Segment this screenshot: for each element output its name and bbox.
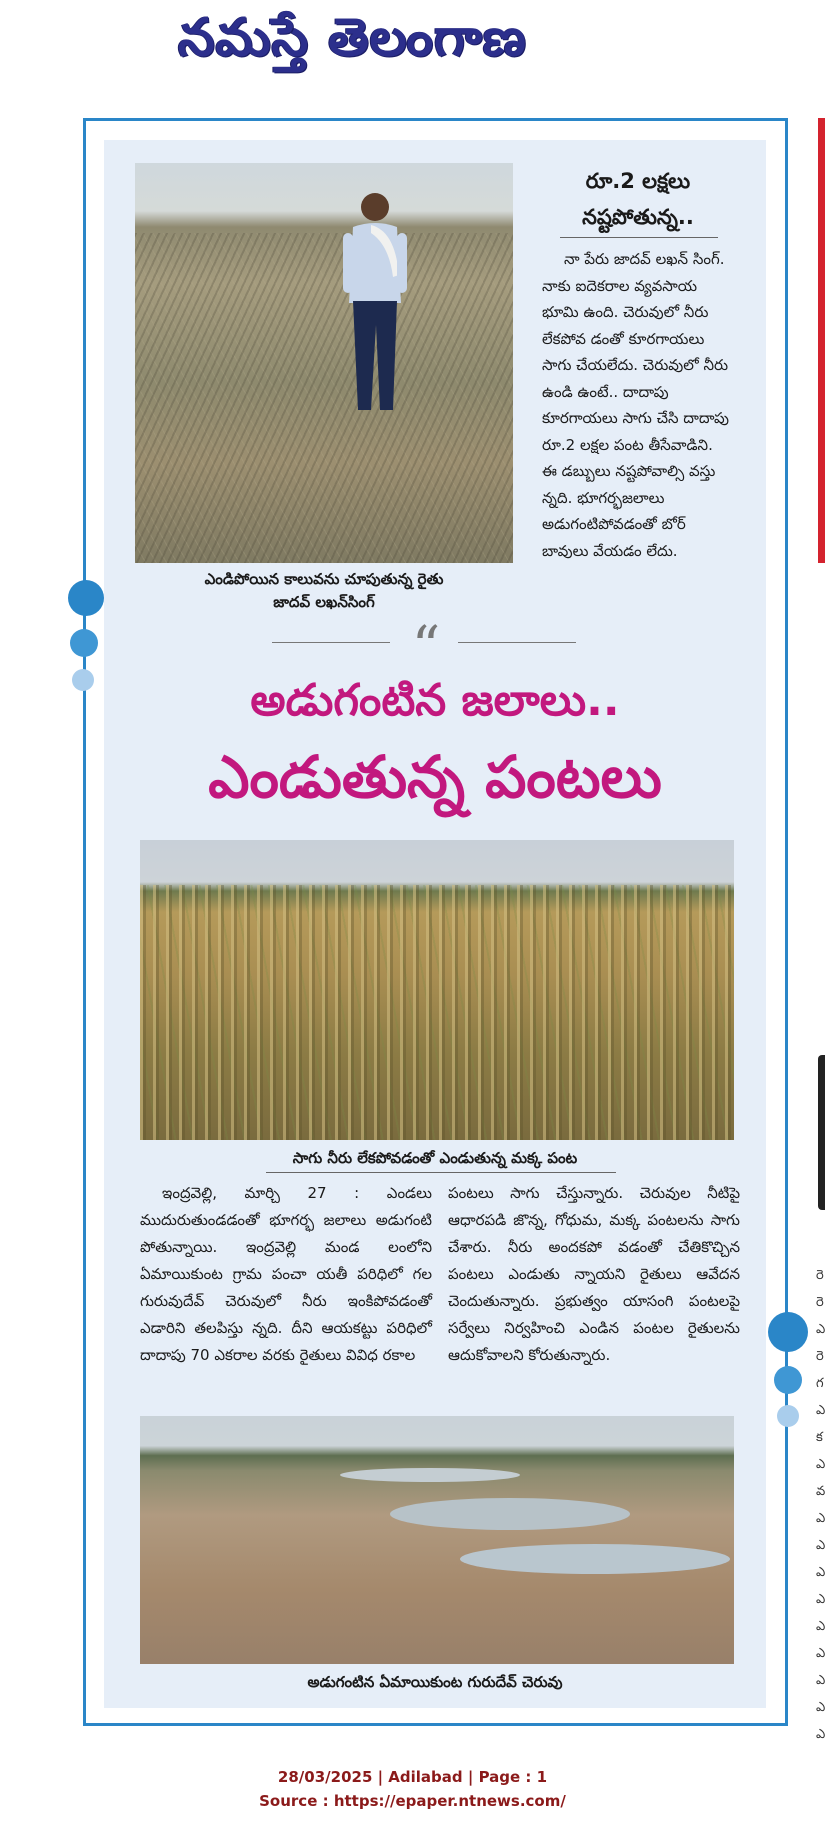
decorative-dot-medium-right xyxy=(774,1366,802,1394)
footer-date-edition: 28/03/2025 | Adilabad | Page : 1 xyxy=(277,1768,548,1786)
article-column-2 xyxy=(448,1180,740,1400)
pond-water-patch-1 xyxy=(390,1498,630,1530)
decorative-dot-large xyxy=(68,580,104,616)
maize-caption-underline xyxy=(266,1172,616,1173)
sidebar-heading-line1: రూ.2 లక్షలు xyxy=(585,169,691,193)
maize-photo-caption: సాగు నీరు లేకపోవడంతో ఎండుతున్న మక్క పంట xyxy=(292,1149,578,1167)
sidebar-quote-text xyxy=(542,246,732,564)
maize-stalks-texture xyxy=(140,885,734,1140)
divider-line-left xyxy=(272,642,390,643)
headline-line2: ఎండుతున్న పంటలు xyxy=(208,743,662,811)
divider-line-right xyxy=(458,642,576,643)
sidebar-paragraph: నా పేరు జాదవ్ లఖన్ సింగ్. నాకు ఐదెకరాల వ్యవసాయ భూమి ఉంది. చెరువులో నీరు లేకపోవ డంతో కూరగాయలు సాగు చేయలేదు. చెరువులో నీరు ఉండి ఉంటే.. దాదాపు కూరగాయలు సాగు చేసి దాదాపు రూ.2 లక్షల పంట తీసేవాడిని. ఈ డబ్బులు నష్టపోవాల్సి వస్తు న్నది. భూగర్భజలాలు అడుగంటిపోవడంతో బోర్ బావులు వేయడం లేదు. xyxy=(542,250,730,560)
masthead-logo: నమస్తే తెలంగాణ xyxy=(178,8,527,68)
decorative-dot-small xyxy=(72,669,94,691)
headline-line1: అడుగంటిన జలాలు.. xyxy=(250,675,620,726)
adjacent-article-red-bar xyxy=(818,118,825,563)
farmer-photo-caption xyxy=(138,568,510,614)
sidebar-heading-underline xyxy=(560,237,718,238)
article-paragraph-2: పంటలు సాగు చేస్తున్నారు. చెరువుల నీటిపై ఆధారపడి జొన్న, గోధుమ, మక్క పంటలను సాగు చేశారు. నీరు అందకపో వడంతో చేతికొచ్చిన పంటలు ఎండుతు న్నాయని రైతులు ఆవేదన చెందుతున్నారు. ప్రభుత్వం యాసంగి పంటలపై సర్వేలు నిర్వహించి ఎండిన పంటల రైతులను ఆదుకోవాలని కోరుతున్నారు. xyxy=(448,1184,740,1364)
pond-photo-caption: అడుగంటిన ఏమాయికుంట గురుదేవ్ చెరువు xyxy=(307,1673,563,1691)
farmer-photo xyxy=(135,163,513,563)
dry-field-texture xyxy=(135,233,513,563)
decorative-dot-small-right xyxy=(777,1405,799,1427)
dry-pond-photo xyxy=(140,1416,734,1664)
sidebar-heading xyxy=(548,163,728,235)
adjacent-article-cut-text: రె రె ఎ రె గ ఎ క ఎ వ ఎ ఎ ఎ ఎ ఎ ఎ ఎ ఎ ఎ xyxy=(816,1268,825,1742)
article-paragraph-1: ఇంద్రవెల్లి, మార్చి 27 : ఎండలు ముదురుతుండడంతో భూగర్భ జలాలు అడుగంటి పోతున్నాయి. ఇంద్రవెల్లి మండ లంలోని ఏమాయికుంట గ్రామ పంచా యతీ పరిధిలో గల గురువుదేవ్ చెరువులో నీరు ఇంకిపోవడంతో ఎడారిని తలపిస్తు న్నది. దీని ఆయకట్టు పరిధిలో దాదాపు 70 ఎకరాల వరకు రైతులు వివిధ రకాల xyxy=(140,1184,432,1364)
footer-source-link[interactable]: Source : https://epaper.ntnews.com/ xyxy=(259,1792,566,1810)
adjacent-article-dark-block xyxy=(818,1055,825,1210)
article-column-1 xyxy=(140,1180,432,1400)
farmer-photo-caption-line2: జాదవ్ లఖన్‌సింగ్ xyxy=(273,593,375,611)
sidebar-heading-line2: నష్టపోతున్న.. xyxy=(582,205,694,229)
decorative-dot-large-right xyxy=(768,1312,808,1352)
farmer-figure xyxy=(335,185,415,420)
pond-water-patch-2 xyxy=(460,1544,730,1574)
maize-crop-photo xyxy=(140,840,734,1140)
pond-water-patch-3 xyxy=(340,1468,520,1482)
farmer-photo-caption-line1: ఎండిపోయిన కాలువను చూపుతున్న రైతు xyxy=(204,570,444,588)
decorative-dot-medium xyxy=(70,629,98,657)
quote-icon: “ xyxy=(411,615,441,680)
